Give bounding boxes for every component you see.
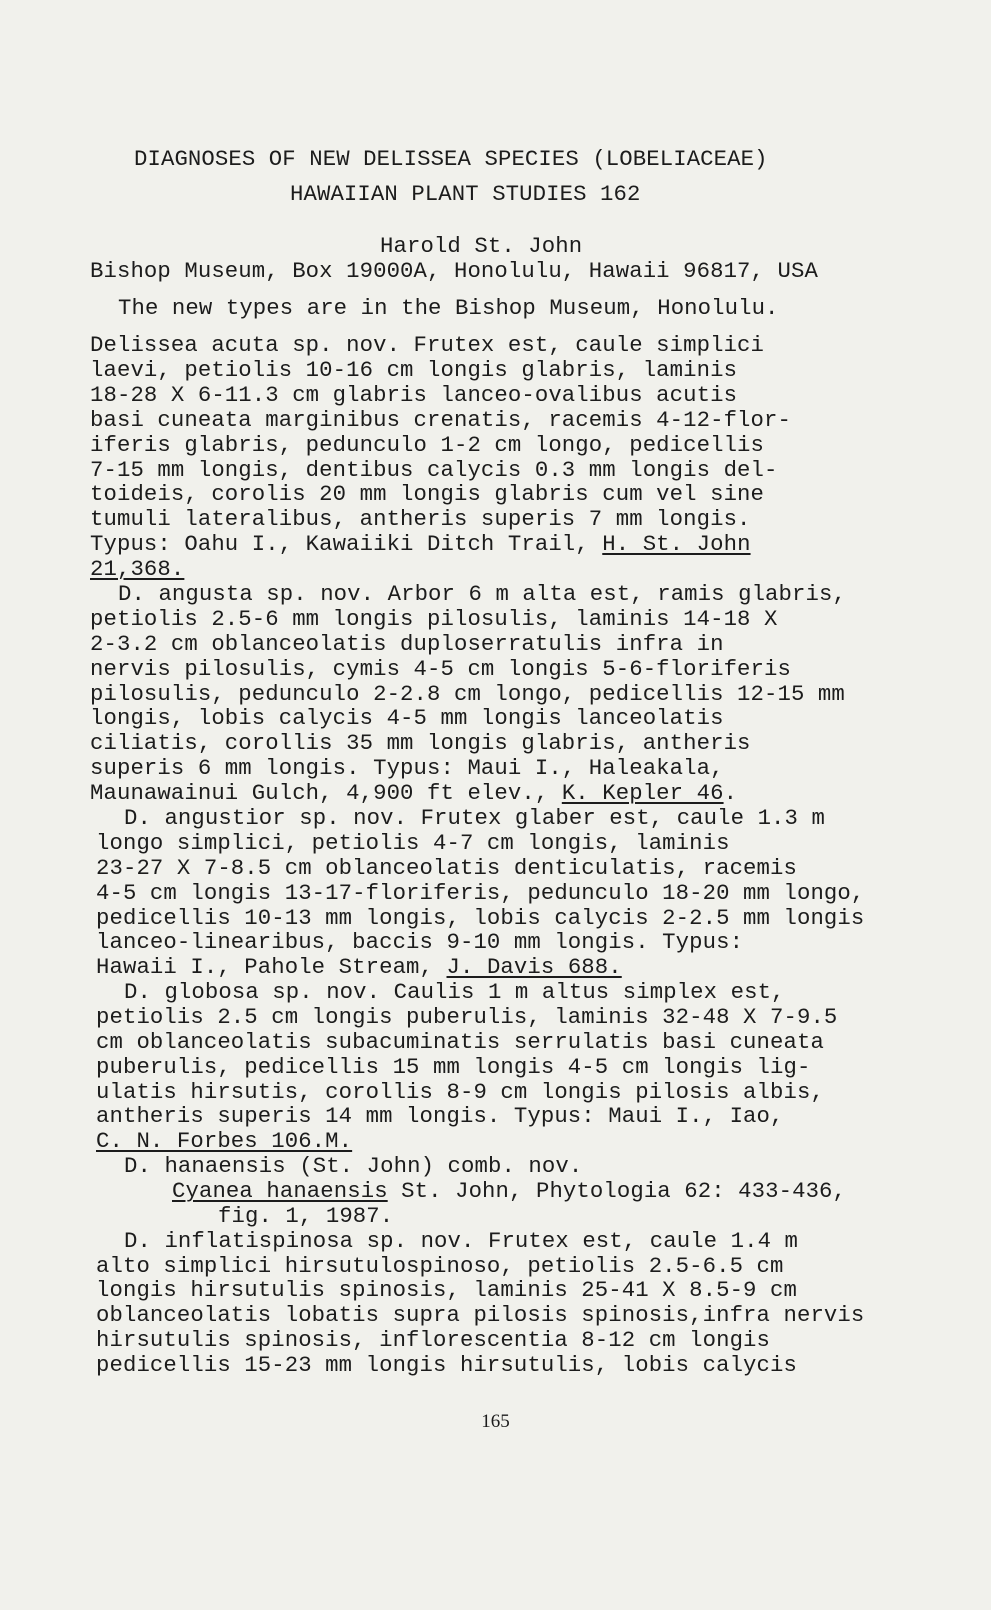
page-number: 165 xyxy=(481,1411,510,1432)
collector-citation: J. Davis 688. xyxy=(446,954,622,980)
text-line: oblanceolatis lobatis supra pilosis spinosis,infra nervis xyxy=(96,1302,865,1328)
text-line: antheris superis 14 mm longis. Typus: Maui I., Iao, xyxy=(96,1103,784,1129)
text-line: petiolis 2.5 cm longis puberulis, laminis 32-48 X 7-9.5 xyxy=(96,1004,838,1030)
text-line: Typus: Oahu I., Kawaiiki Ditch Trail, H. St. John xyxy=(90,531,751,557)
text-line: 2-3.2 cm oblanceolatis duploserratulis infra in xyxy=(90,631,724,657)
series-title: HAWAIIAN PLANT STUDIES 162 xyxy=(290,181,641,207)
text-line: superis 6 mm longis. Typus: Maui I., Haleakala, xyxy=(90,755,724,781)
text-line: longo simplici, petiolis 4-7 cm longis, laminis xyxy=(96,830,730,856)
text-line: 18-28 X 6-11.3 cm glabris lanceo-ovalibus acutis xyxy=(90,382,738,408)
text-line: puberulis, pedicellis 15 mm longis 4-5 cm longis lig- xyxy=(96,1054,811,1080)
text-line: longis, lobis calycis 4-5 mm longis lanceolatis xyxy=(90,705,724,731)
text-line: Delissea acuta sp. nov. Frutex est, caule simplici xyxy=(90,332,765,358)
text-line: 23-27 X 7-8.5 cm oblanceolatis denticulatis, racemis xyxy=(96,855,797,881)
text-line: petiolis 2.5-6 mm longis pilosulis, laminis 14-18 X xyxy=(90,606,778,632)
intro-text: The new types are in the Bishop Museum, Honolulu. xyxy=(118,295,779,321)
text-line: iferis glabris, pedunculo 1-2 cm longo, pedicellis xyxy=(90,432,765,458)
text-line: cm oblanceolatis subacuminatis serrulatis basi cuneata xyxy=(96,1029,824,1055)
text-line: ulatis hirsutis, corollis 8-9 cm longis pilosis albis, xyxy=(96,1079,824,1105)
text-line: ciliatis, corollis 35 mm longis glabris, antheris xyxy=(90,730,751,756)
text-line: Maunawainui Gulch, 4,900 ft elev., K. Kepler 46. xyxy=(90,780,738,806)
collector-citation: K. Kepler 46 xyxy=(561,780,724,806)
text-line: pedicellis 10-13 mm longis, lobis calycis 2-2.5 mm longis xyxy=(96,905,865,931)
text-line: basi cuneata marginibus crenatis, racemis 4-12-flor- xyxy=(90,407,791,433)
text-line: laevi, petiolis 10-16 cm longis glabris, laminis xyxy=(90,357,738,383)
text-line: Cyanea hanaensis St. John, Phytologia 62: 433-436, xyxy=(172,1178,847,1204)
text-line xyxy=(90,557,184,582)
author-affiliation: Bishop Museum, Box 19000A, Honolulu, Hawaii 96817, USA xyxy=(90,258,818,284)
text-line: D. hanaensis (St. John) comb. nov. xyxy=(124,1153,583,1179)
basionym-name: Cyanea hanaensis xyxy=(172,1178,388,1204)
text-line: D. globosa sp. nov. Caulis 1 m altus simplex est, xyxy=(124,979,785,1005)
text-line: pedicellis 15-23 mm longis hirsutulis, lobis calycis xyxy=(96,1352,797,1378)
author-name: Harold St. John xyxy=(380,233,583,259)
text-line: tumuli lateralibus, antheris superis 7 mm longis. xyxy=(90,506,751,532)
text-line: D. angustior sp. nov. Frutex glaber est, caule 1.3 m xyxy=(124,805,825,831)
text-line: 4-5 cm longis 13-17-floriferis, pedunculo 18-20 mm longo, xyxy=(96,880,865,906)
text-line: nervis pilosulis, cymis 4-5 cm longis 5-6-floriferis xyxy=(90,656,791,682)
text-line: lanceo-linearibus, baccis 9-10 mm longis. Typus: xyxy=(96,929,744,955)
text-line: 7-15 mm longis, dentibus calycis 0.3 mm longis del- xyxy=(90,457,778,483)
page-title: DIAGNOSES OF NEW DELISSEA SPECIES (LOBELIACEAE) xyxy=(134,146,768,172)
text-line: D. angusta sp. nov. Arbor 6 m alta est, ramis glabris, xyxy=(118,581,846,607)
text-line: D. inflatispinosa sp. nov. Frutex est, caule 1.4 m xyxy=(124,1228,799,1254)
text-line: fig. 1, 1987. xyxy=(218,1203,394,1229)
collector-citation: C. N. Forbes 106.M. xyxy=(96,1128,353,1154)
text-line: hirsutulis spinosis, inflorescentia 8-12 cm longis xyxy=(96,1327,771,1353)
text-line: pilosulis, pedunculo 2-2.8 cm longo, pedicellis 12-15 mm xyxy=(90,681,845,707)
text-line: toideis, corolis 20 mm longis glabris cum vel sine xyxy=(90,481,765,507)
text-line xyxy=(96,1129,352,1154)
text-line: longis hirsutulis spinosis, laminis 25-41 X 8.5-9 cm xyxy=(96,1277,797,1303)
collector-number: 21,368. xyxy=(90,556,185,582)
text-line: alto simplici hirsutulospinoso, petiolis 2.5-6.5 cm xyxy=(96,1253,784,1279)
collector-citation: H. St. John xyxy=(602,531,751,557)
text-line: Hawaii I., Pahole Stream, J. Davis 688. xyxy=(96,954,622,980)
